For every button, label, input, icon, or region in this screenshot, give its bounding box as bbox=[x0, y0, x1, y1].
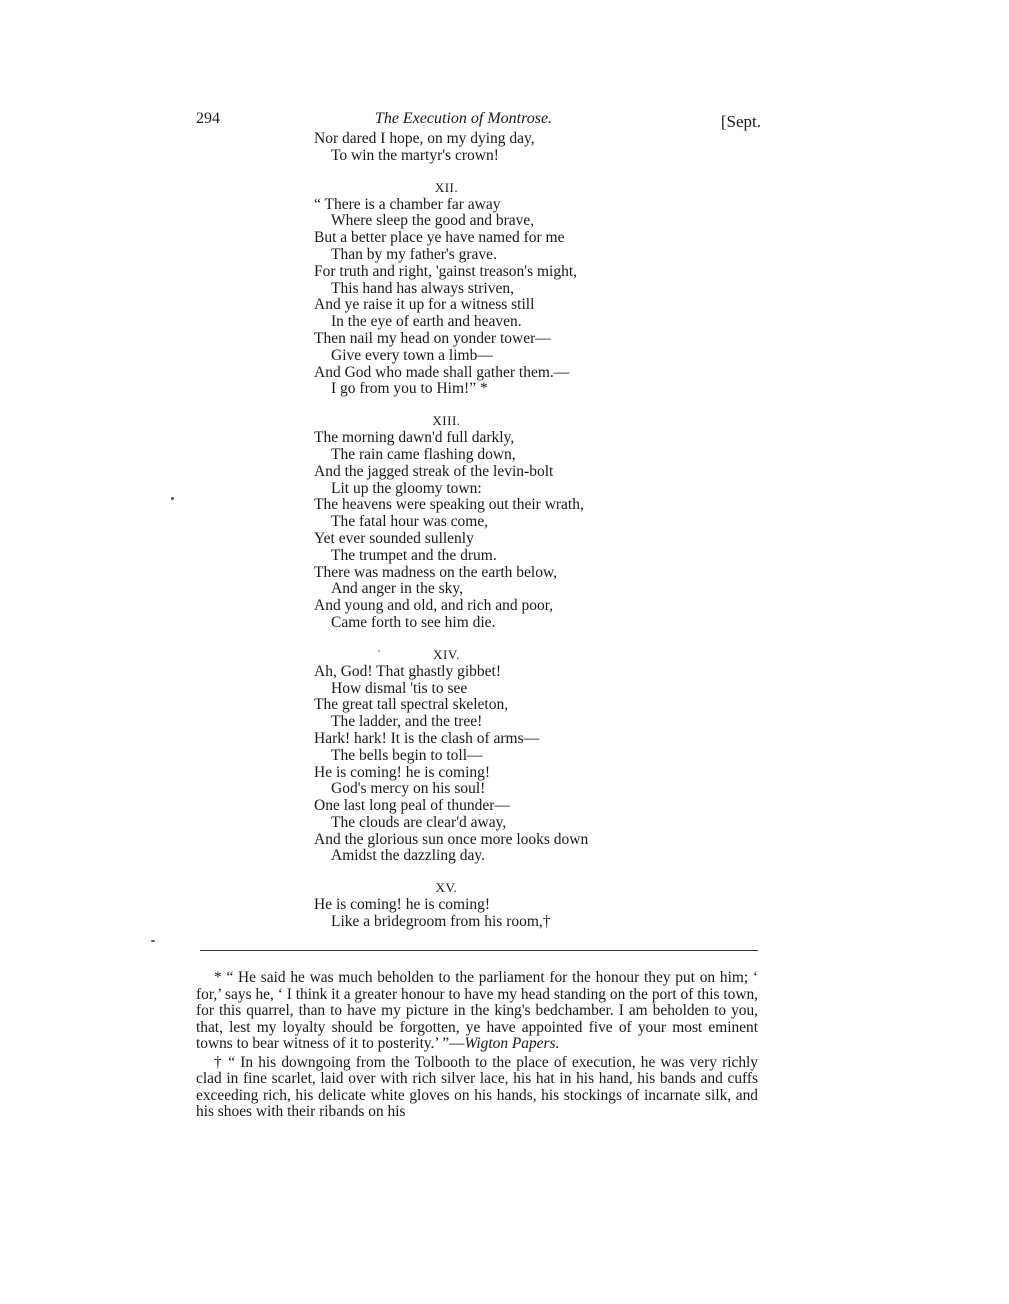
poem-line: Give every town a limb— bbox=[331, 346, 493, 364]
poem-line: Lit up the gloomy town: bbox=[331, 479, 482, 497]
poem-line: Than by my father's grave. bbox=[331, 245, 497, 263]
stanza bbox=[314, 430, 654, 632]
poem-line: And God who made shall gather them.— bbox=[314, 363, 570, 381]
stanza-number: XV. bbox=[435, 880, 458, 896]
footnotes bbox=[196, 970, 758, 1121]
poem-line: The ladder, and the tree! bbox=[331, 713, 483, 731]
scan-speck bbox=[171, 497, 174, 500]
poem-line: God's mercy on his soul! bbox=[331, 780, 486, 798]
stanza bbox=[314, 197, 654, 399]
poem-line: He is coming! he is coming! bbox=[314, 896, 491, 914]
poem-line: In the eye of earth and heaven. bbox=[331, 313, 522, 331]
poem-line: But a better place ye have named for me bbox=[314, 229, 565, 247]
poem-line: Like a bridegroom from his room,† bbox=[331, 913, 551, 931]
poem-line: How dismal 'tis to see bbox=[331, 679, 468, 697]
poem-line: This hand has always striven, bbox=[331, 279, 514, 297]
poem-line: The fatal hour was come, bbox=[331, 513, 489, 531]
scan-speck bbox=[151, 940, 155, 942]
poem-line: To win the martyr's crown! bbox=[331, 146, 499, 164]
poem-line: Where sleep the good and brave, bbox=[331, 212, 535, 230]
stanza-number: XII. bbox=[434, 179, 459, 195]
poem-line: And ye raise it up for a witness still bbox=[314, 296, 535, 314]
poem-line: And the jagged streak of the levin-bolt bbox=[314, 462, 554, 480]
poem-line: One last long peal of thunder— bbox=[314, 797, 510, 815]
scan-speck bbox=[378, 650, 380, 652]
poem-opening-lines bbox=[314, 131, 654, 165]
poem-line: The bells begin to toll— bbox=[331, 746, 483, 764]
poem-line: And young and old, and rich and poor, bbox=[314, 597, 554, 615]
poem-line: The trumpet and the drum. bbox=[331, 546, 497, 564]
poem-line: I go from you to Him!” * bbox=[331, 380, 488, 398]
poem bbox=[314, 131, 654, 931]
poem-line: Yet ever sounded sullenly bbox=[314, 529, 474, 547]
page-number: 294 bbox=[196, 110, 220, 127]
footnote bbox=[196, 1055, 758, 1121]
poem-line: Then nail my head on yonder tower— bbox=[314, 329, 551, 347]
poem-line: And the glorious sun once more looks down bbox=[314, 830, 589, 848]
running-header bbox=[196, 110, 761, 132]
poem-line: He is coming! he is coming! bbox=[314, 763, 491, 781]
running-title: The Execution of Montrose. bbox=[374, 110, 553, 127]
poem-line: The clouds are clear'd away, bbox=[331, 813, 507, 831]
poem-line: For truth and right, 'gainst treason's might, bbox=[314, 262, 578, 280]
footnote-source: Wigton Papers. bbox=[464, 1035, 560, 1052]
footnote-text: † “ In his downgoing from the Tolbooth to the place of execution, he was very richly clad in fine scarlet, laid over with rich silver lace, his hat in his hand, his bands and cuffs exceeding rich, his delicate white gloves on his hands, his stockings of incarnate silk, and his shoes with their ribands on his bbox=[196, 1053, 758, 1120]
poem-line: Hark! hark! It is the clash of arms— bbox=[314, 729, 540, 747]
stanza-number: XIII. bbox=[432, 413, 461, 429]
stanza-number: XIV. bbox=[433, 646, 460, 662]
poem-line: There was madness on the earth below, bbox=[314, 563, 558, 581]
poem-line: And anger in the sky, bbox=[331, 580, 464, 598]
poem-line: The heavens were speaking out their wrath, bbox=[314, 496, 584, 514]
poem-line: The great tall spectral skeleton, bbox=[314, 696, 509, 714]
poem-line: “ There is a chamber far away bbox=[314, 195, 501, 213]
poem-line: The rain came flashing down, bbox=[331, 445, 516, 463]
stanza bbox=[314, 664, 654, 866]
footnote-rule bbox=[200, 950, 758, 951]
footnote bbox=[196, 970, 758, 1053]
poem-line: The morning dawn'd full darkly, bbox=[314, 429, 515, 447]
poem-line: Came forth to see him die. bbox=[331, 613, 496, 631]
footnote-text: * “ He said he was much beholden to the parliament for the honour they put on him; ‘ for,’ says he, ‘ I think it a greater honour to have my head standing on the port of this town, for this quarrel, than to have my picture in the king's bedchamber. I am beholden to you, that, lest my loyalty should be forgotten, ye have appointed five of your most eminent towns to bear witness of it to posterity.’ ”— bbox=[196, 969, 758, 1052]
running-month: [Sept. bbox=[720, 112, 761, 131]
poem-line: Amidst the dazzling day. bbox=[331, 847, 485, 865]
poem-line: Ah, God! That ghastly gibbet! bbox=[314, 662, 501, 680]
poem-line: Nor dared I hope, on my dying day, bbox=[314, 130, 535, 147]
stanza bbox=[314, 897, 654, 931]
